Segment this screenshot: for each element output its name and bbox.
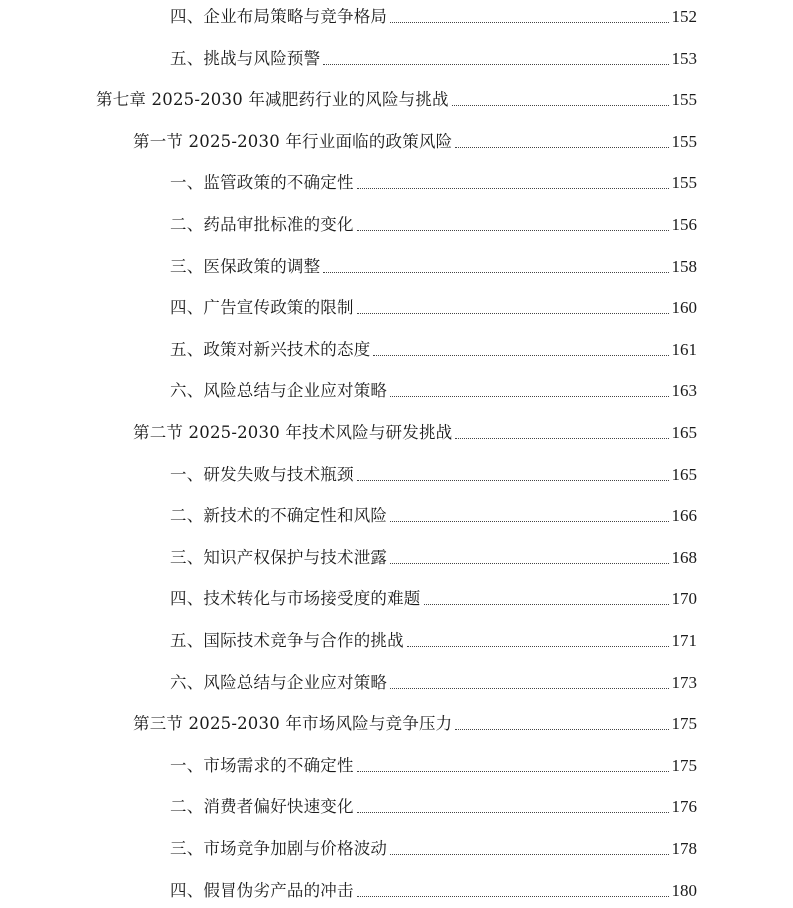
toc-dot-leader (452, 105, 669, 106)
toc-dot-leader (357, 230, 669, 231)
toc-dot-leader (357, 480, 669, 481)
toc-item-row[interactable] (170, 462, 697, 486)
toc-dot-leader (390, 22, 668, 23)
toc-page-number: 152 (671, 7, 697, 26)
toc-section-row[interactable] (133, 711, 697, 735)
toc-entry-title: 第一节 2025-2030 年行业面临的政策风险 (133, 131, 453, 151)
toc-item-row[interactable] (170, 545, 697, 569)
toc-dot-leader (455, 147, 668, 148)
toc-entry-title: 四、假冒伪劣产品的冲击 (170, 880, 354, 900)
toc-page-number: 158 (671, 256, 697, 276)
toc-dot-leader (455, 729, 668, 730)
toc-section-row[interactable] (133, 129, 697, 153)
toc-entry-title: 二、新技术的不确定性和风险 (170, 506, 388, 526)
toc-page-number: 155 (671, 173, 697, 193)
toc-chapter-row[interactable] (96, 87, 697, 111)
toc-page-number: 166 (671, 506, 697, 526)
toc-dot-leader (390, 854, 668, 855)
toc-dot-leader (424, 604, 669, 605)
toc-entry-title: 一、监管政策的不确定性 (170, 173, 354, 193)
toc-dot-leader (455, 438, 668, 439)
toc-dot-leader (323, 272, 668, 273)
toc-page-number: 173 (671, 672, 697, 692)
toc-page-number: 156 (671, 215, 697, 234)
toc-page-number: 161 (671, 339, 697, 359)
toc-page-number: 175 (671, 714, 697, 734)
toc-entry-title: 三、市场竞争加剧与价格波动 (170, 839, 388, 858)
toc-entry-title: 四、企业布局策略与竞争格局 (170, 7, 388, 26)
toc-entry-title: 二、消费者偏好快速变化 (170, 797, 354, 817)
toc-item-row[interactable] (170, 836, 697, 860)
toc-page-number: 155 (671, 131, 697, 151)
toc-page-number: 171 (671, 631, 697, 650)
toc-dot-leader (390, 396, 668, 397)
toc-entry-title: 一、市场需求的不确定性 (170, 755, 354, 775)
toc-entry-title: 六、风险总结与企业应对策略 (170, 672, 388, 692)
toc-page-number: 180 (671, 880, 697, 900)
toc-page-number: 155 (671, 90, 697, 110)
toc-dot-leader (390, 521, 668, 522)
toc-dot-leader (373, 355, 668, 356)
toc-dot-leader (357, 188, 669, 189)
toc-page-number: 168 (671, 547, 697, 567)
toc-entry-title: 五、国际技术竞争与合作的挑战 (170, 631, 404, 650)
toc-entry-title: 三、医保政策的调整 (170, 256, 321, 276)
toc-section-row[interactable] (133, 420, 697, 444)
toc-dot-leader (357, 896, 669, 897)
toc-item-row[interactable] (170, 46, 697, 70)
toc-page-number: 165 (671, 423, 697, 442)
toc-item-row[interactable] (170, 4, 697, 28)
toc-dot-leader (357, 313, 669, 314)
toc-item-row[interactable] (170, 254, 697, 278)
toc-entry-title: 第二节 2025-2030 年技术风险与研发挑战 (133, 423, 453, 442)
toc-page-number: 175 (671, 755, 697, 775)
toc-item-row[interactable] (170, 753, 697, 777)
toc-page-number: 163 (671, 381, 697, 401)
toc-item-row[interactable] (170, 212, 697, 236)
toc-page-number: 153 (671, 48, 697, 68)
toc-dot-leader (357, 812, 669, 813)
toc-dot-leader (390, 563, 668, 564)
toc-page-number: 176 (671, 797, 697, 817)
toc-page-number: 178 (671, 839, 697, 858)
toc-entry-title: 五、挑战与风险预警 (170, 48, 321, 68)
toc-item-row[interactable] (170, 878, 697, 902)
toc-page-number: 170 (671, 589, 697, 609)
toc-entry-title: 第七章 2025-2030 年减肥药行业的风险与挑战 (96, 90, 449, 110)
toc-page-number: 160 (671, 298, 697, 318)
toc-entry-title: 六、风险总结与企业应对策略 (170, 381, 388, 401)
toc-entry-title: 四、广告宣传政策的限制 (170, 298, 354, 318)
toc-entry-title: 第三节 2025-2030 年市场风险与竞争压力 (133, 714, 453, 734)
toc-item-row[interactable] (170, 586, 697, 610)
toc-entry-title: 三、知识产权保护与技术泄露 (170, 547, 388, 567)
toc-item-row[interactable] (170, 337, 697, 361)
toc-entry-title: 五、政策对新兴技术的态度 (170, 339, 371, 359)
toc-entry-title: 四、技术转化与市场接受度的难题 (170, 589, 421, 609)
toc-item-row[interactable] (170, 794, 697, 818)
toc-dot-leader (357, 771, 669, 772)
toc-item-row[interactable] (170, 503, 697, 527)
toc-dot-leader (323, 64, 668, 65)
toc-entry-title: 二、药品审批标准的变化 (170, 215, 354, 234)
toc-item-row[interactable] (170, 628, 697, 652)
toc-item-row[interactable] (170, 378, 697, 402)
toc-item-row[interactable] (170, 670, 697, 694)
toc-entry-title: 一、研发失败与技术瓶颈 (170, 464, 354, 484)
toc-dot-leader (407, 646, 669, 647)
toc-page-number: 165 (671, 464, 697, 484)
toc-item-row[interactable] (170, 295, 697, 319)
toc-item-row[interactable] (170, 170, 697, 194)
toc-dot-leader (390, 688, 668, 689)
